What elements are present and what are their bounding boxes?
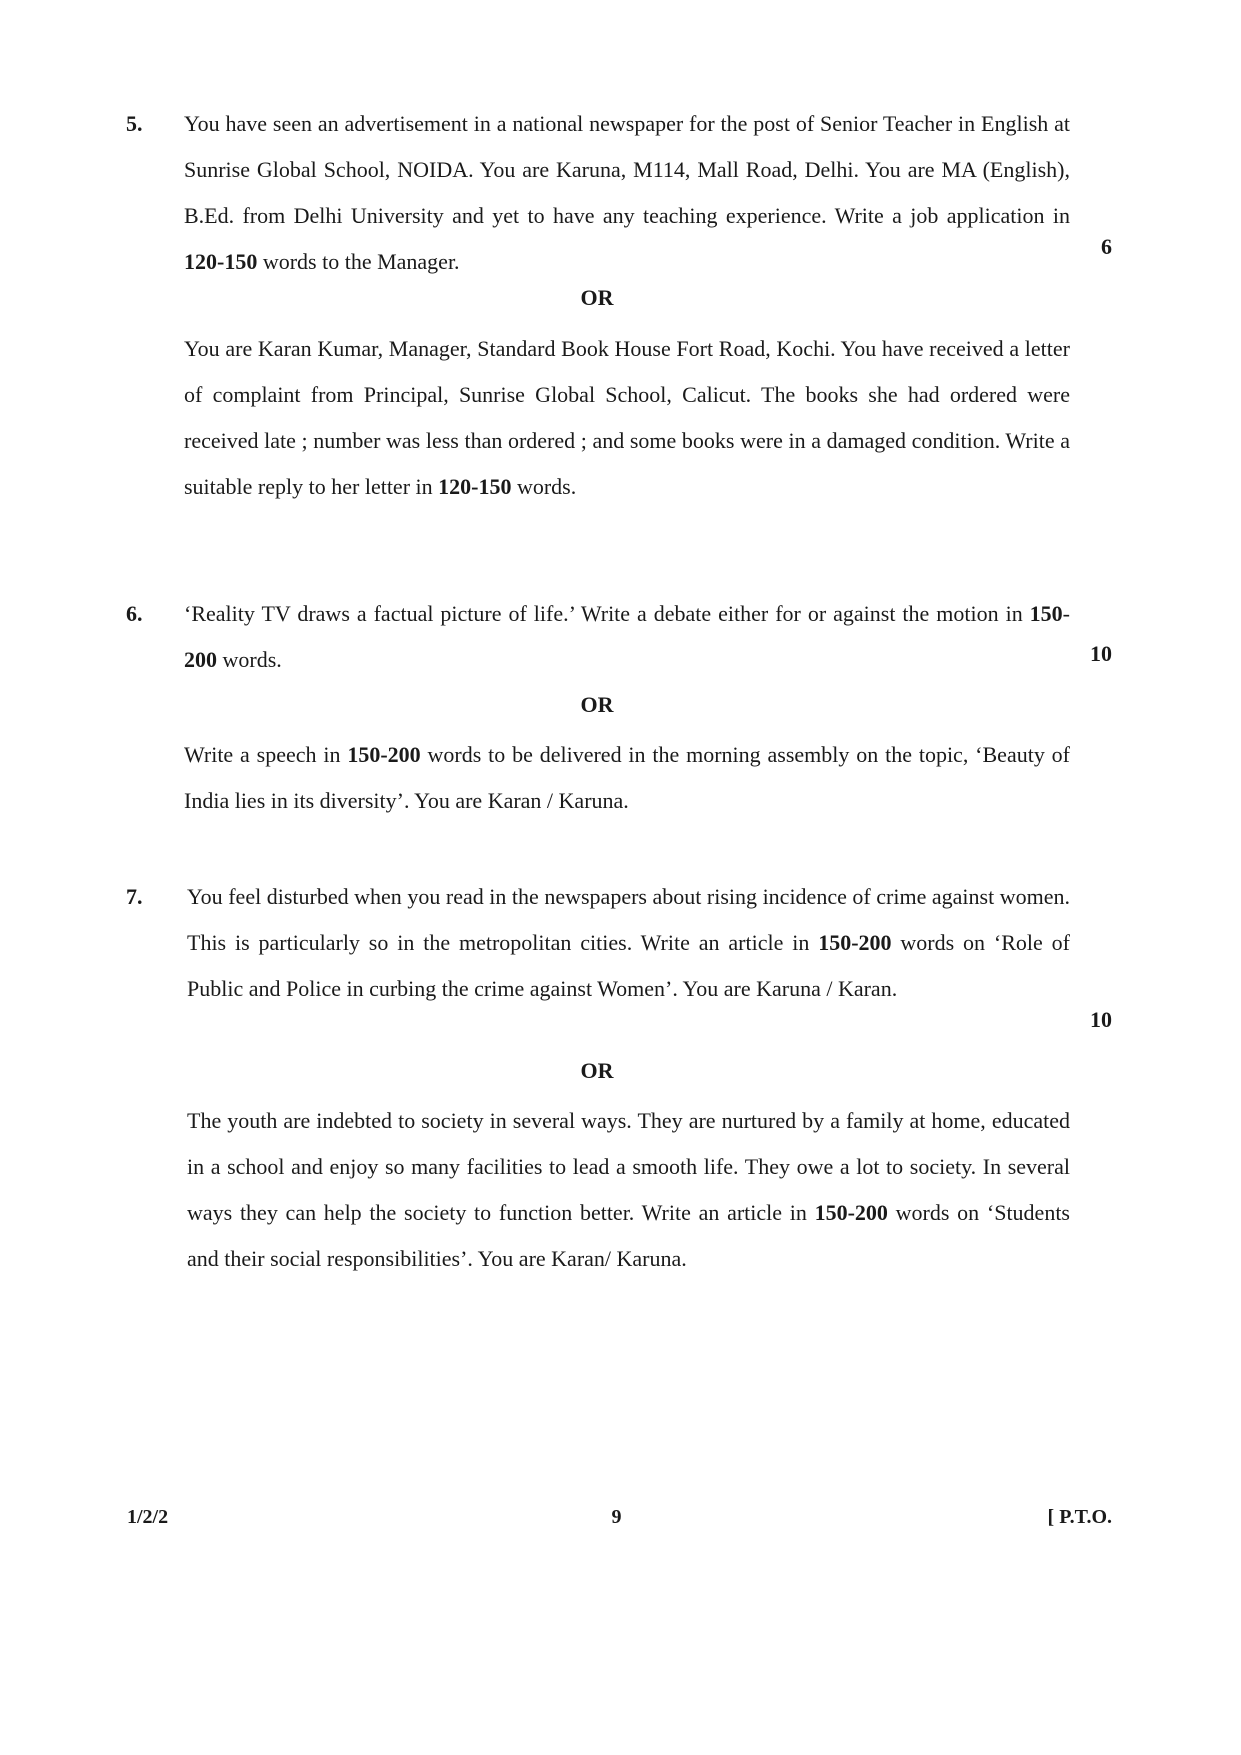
- question-6-text: ‘Reality TV draws a factual picture of life.’ Write a debate either for or against the motion in 150-200 words.: [184, 601, 1070, 672]
- question-6-marks: 10: [1090, 641, 1112, 666]
- bold-word-count: 150-200: [814, 1200, 888, 1225]
- or-separator: OR: [580, 1058, 614, 1083]
- or-separator: OR: [580, 692, 614, 717]
- question-number: 5.: [126, 111, 143, 136]
- question-number: 6.: [126, 601, 143, 626]
- question-5-marks: 6: [1101, 234, 1112, 259]
- question-6-alternative-text: Write a speech in 150-200 words to be delivered in the morning assembly on the topic, ‘Beauty of India lies in its diversity’. You are Karan / Karuna.: [184, 742, 1070, 813]
- or-separator: OR: [580, 285, 614, 310]
- page-number: 9: [611, 1506, 622, 1528]
- question-7-marks: 10: [1090, 1007, 1112, 1032]
- paper-code: 1/2/2: [127, 1506, 169, 1528]
- bold-word-count: 150-200: [818, 930, 892, 955]
- bold-word-count: 150-200: [347, 742, 421, 767]
- question-5-alternative-text: You are Karan Kumar, Manager, Standard Book House Fort Road, Kochi. You have received a letter of complaint from Principal, Sunrise Global School, Calicut. The books she had ordered were received late ; number was less than ordered ; and some books were in a damaged condition. Write a suitable reply to her letter in 120-150 words.: [184, 336, 1070, 499]
- please-turn-over: [ P.T.O.: [1047, 1506, 1112, 1528]
- question-7-text: You feel disturbed when you read in the newspapers about rising incidence of crime against women. This is particularly so in the metropolitan cities. Write an article in 150-200 words on ‘Role of Public and Police in curbing the crime against Women’. You are Karuna / Karan.: [187, 884, 1071, 1001]
- bold-word-count: 120-150: [438, 474, 512, 499]
- bold-word-count: 120-150: [184, 249, 258, 274]
- bold-word-count: 150: [1029, 601, 1063, 626]
- question-5-text: You have seen an advertisement in a national newspaper for the post of Senior Teacher in English at Sunrise Global School, NOIDA. You are Karuna, M114, Mall Road, Delhi. You are MA (English), B.Ed. from Delhi University and yet to have any teaching experience. Write a job application in 120-150 words to the Manager.: [184, 111, 1070, 274]
- question-7-alternative-text: The youth are indebted to society in several ways. They are nurtured by a family at home, educated in a school and enjoy so many facilities to lead a smooth life. They owe a lot to society. In several ways they can help the society to function better. Write an article in 150-200 words on ‘Students and their social responsibilities’. You are Karan/ Karuna.: [187, 1108, 1070, 1271]
- question-number: 7.: [126, 884, 143, 909]
- bold-word-count: 200: [184, 647, 217, 672]
